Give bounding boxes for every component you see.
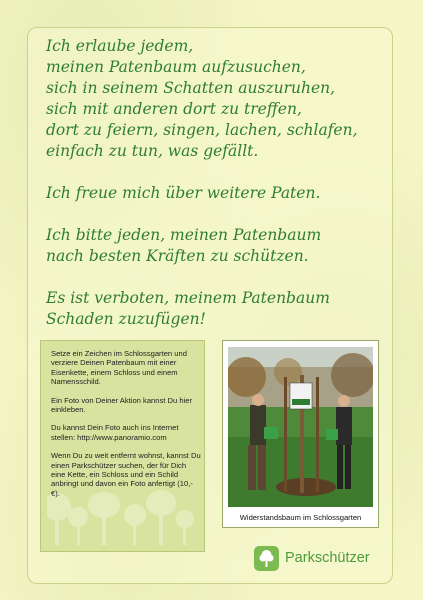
poem-stanza (46, 183, 386, 204)
brand-name: Parkschützer (285, 550, 370, 566)
poem-line: Ich bitte jeden, meinen Patenbaum (46, 226, 322, 244)
poem-line: sich in seinem Schatten auszuruhen, (46, 79, 336, 97)
photo-illustration (228, 347, 373, 507)
poem-line: Es ist verboten, meinem Patenbaum (46, 289, 330, 307)
poem-line: meinen Patenbaum aufzusuchen, (46, 58, 306, 76)
poem-line: Ich freue mich über weitere Paten. (46, 184, 321, 202)
photo-caption: Widerstandsbaum im Schlossgarten (239, 513, 362, 522)
poem-stanza (46, 288, 386, 330)
info-box (40, 340, 205, 552)
brand-logo (254, 545, 370, 571)
tree-photo (228, 347, 373, 507)
info-text (51, 349, 201, 507)
poem-line: nach besten Kräften zu schützen. (46, 247, 309, 265)
tree-icon (254, 546, 279, 571)
poem (46, 36, 386, 351)
info-paragraph: Ein Foto von Deiner Aktion kannst Du hier einkleben. (51, 395, 192, 415)
info-paragraph: Wenn Du zu weit entfernt wohnst, kannst Du einen Parkschützer suchen, der für Dich eine Kette, ein Schloss und ein Schild anbringt und davon ein Foto anfertigt (10,-€). (51, 451, 201, 498)
poem-line: einfach zu tun, was gefällt. (46, 142, 259, 160)
poem-line: dort zu feiern, singen, lachen, schlafen, (46, 121, 358, 139)
photo-box (222, 340, 379, 528)
poem-line: Schaden zuzufügen! (46, 310, 206, 328)
poem-stanza (46, 36, 386, 162)
poem-line: Ich erlaube jedem, (46, 37, 194, 55)
info-paragraph: Du kannst Dein Foto auch ins Internet stellen: http://www.panoramio.com (51, 423, 179, 442)
poem-line: sich mit anderen dort zu treffen, (46, 100, 302, 118)
poem-stanza (46, 225, 386, 267)
info-paragraph: Setze ein Zeichen im Schlossgarten und verziere Deinen Patenbaum mit einer Eisenkette, einem Schloss und einem Namensschild. (51, 349, 187, 387)
